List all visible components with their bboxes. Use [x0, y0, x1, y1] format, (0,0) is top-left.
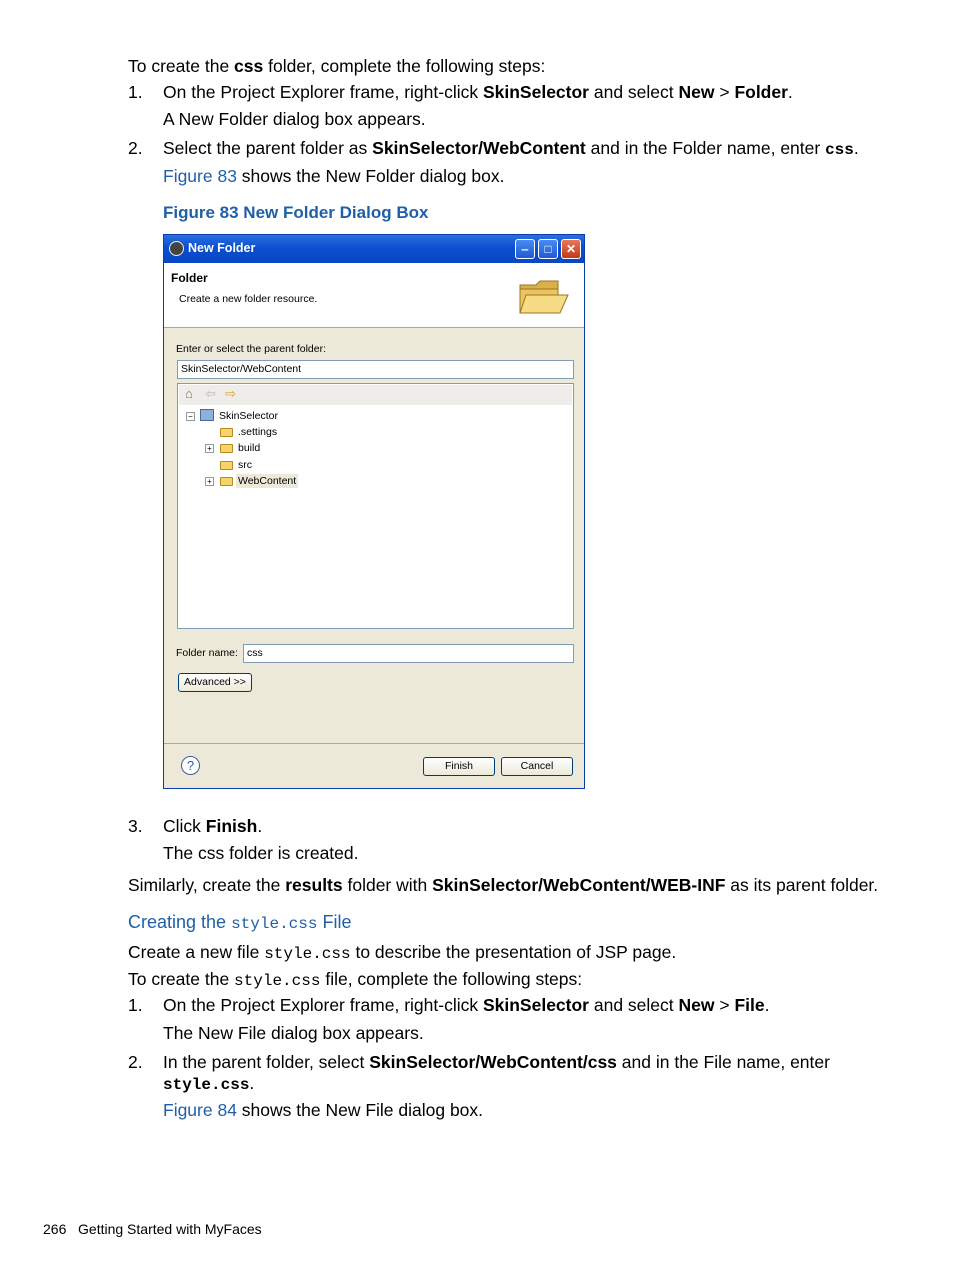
file-step-2-text: In the parent folder, select SkinSelector/WebContent/css and in the File name, enter [163, 1052, 830, 1072]
new-folder-dialog [163, 234, 585, 789]
paragraph: To create the style.css file, complete the following steps: [128, 969, 583, 990]
step-2-reference: Figure 83 shows the New Folder dialog box. [163, 166, 505, 186]
step-3-text: Click Finish. [163, 816, 263, 836]
header-description: Create a new folder resource. [179, 293, 318, 305]
figure-caption: Figure 83 New Folder Dialog Box [163, 203, 429, 222]
step-number: 3. [128, 816, 143, 836]
back-arrow-icon[interactable]: ⇦ [205, 386, 216, 401]
step-3-result: The css folder is created. [163, 843, 359, 863]
step-number: 1. [128, 82, 143, 102]
parent-folder-label: Enter or select the parent folder: [176, 343, 326, 355]
minimize-button[interactable]: ‒ [515, 239, 535, 259]
folder-icon [220, 444, 233, 453]
open-folder-icon [518, 279, 570, 315]
intro-text: To create the css folder, complete the following steps: [128, 56, 546, 76]
similar-text: Similarly, create the results folder with SkinSelector/WebContent/WEB-INF as its parent folder. [128, 875, 879, 895]
expand-icon[interactable]: + [205, 444, 214, 453]
dialog-titlebar [164, 235, 584, 263]
parent-folder-input[interactable]: SkinSelector/WebContent [177, 360, 574, 379]
folder-name-input[interactable]: css [243, 644, 574, 663]
step-number: 1. [128, 995, 143, 1015]
section-heading: Creating the style.css File [128, 912, 352, 933]
tree-node-build[interactable]: build [238, 442, 261, 454]
file-step-1-result: The New File dialog box appears. [163, 1023, 424, 1043]
step-1-result: A New Folder dialog box appears. [163, 109, 426, 129]
footer-divider [164, 743, 584, 744]
paragraph: Create a new file style.css to describe the presentation of JSP page. [128, 942, 677, 963]
forward-arrow-icon[interactable]: ⇨ [225, 386, 236, 401]
dialog-header [164, 263, 584, 328]
folder-icon [220, 477, 233, 486]
close-button[interactable]: ✕ [561, 239, 581, 259]
help-icon[interactable]: ? [181, 756, 200, 775]
tree-node-skinselector[interactable]: SkinSelector [219, 410, 278, 422]
cancel-button[interactable]: Cancel [501, 757, 573, 776]
home-icon[interactable]: ⌂ [185, 386, 193, 401]
tree-node-settings[interactable]: .settings [238, 426, 278, 438]
file-step-2-reference: Figure 84 shows the New File dialog box. [163, 1100, 484, 1120]
collapse-icon[interactable]: − [186, 412, 195, 421]
tree-node-src[interactable]: src [238, 459, 252, 471]
eclipse-icon [169, 241, 184, 256]
figure-84-link[interactable]: Figure 84 [163, 1100, 237, 1120]
maximize-button[interactable]: □ [538, 239, 558, 259]
folder-name-label: Folder name: [176, 647, 238, 659]
file-step-2-text-cont: style.css. [163, 1073, 255, 1094]
advanced-button[interactable]: Advanced >> [178, 673, 252, 692]
project-icon [200, 409, 214, 421]
dialog-title: New Folder [188, 241, 256, 255]
finish-button[interactable]: Finish [423, 757, 495, 776]
folder-tree[interactable] [177, 383, 574, 629]
step-2-text: Select the parent folder as SkinSelector/WebContent and in the Folder name, enter css. [163, 138, 859, 159]
header-title: Folder [171, 271, 208, 285]
page-number: 266 [43, 1221, 67, 1237]
step-1-text: On the Project Explorer frame, right-click SkinSelector and select New > Folder. [163, 82, 793, 102]
tree-node-webcontent-selected[interactable]: WebContent [238, 475, 297, 487]
step-number: 2. [128, 138, 143, 158]
folder-icon [220, 428, 233, 437]
footer-title: Getting Started with MyFaces [78, 1221, 262, 1237]
figure-83-link[interactable]: Figure 83 [163, 166, 237, 186]
tree-toolbar [179, 385, 572, 405]
step-number: 2. [128, 1052, 143, 1072]
expand-icon[interactable]: + [205, 477, 214, 486]
file-step-1-text: On the Project Explorer frame, right-click SkinSelector and select New > File. [163, 995, 770, 1015]
folder-icon [220, 461, 233, 470]
page-footer [43, 1221, 262, 1237]
